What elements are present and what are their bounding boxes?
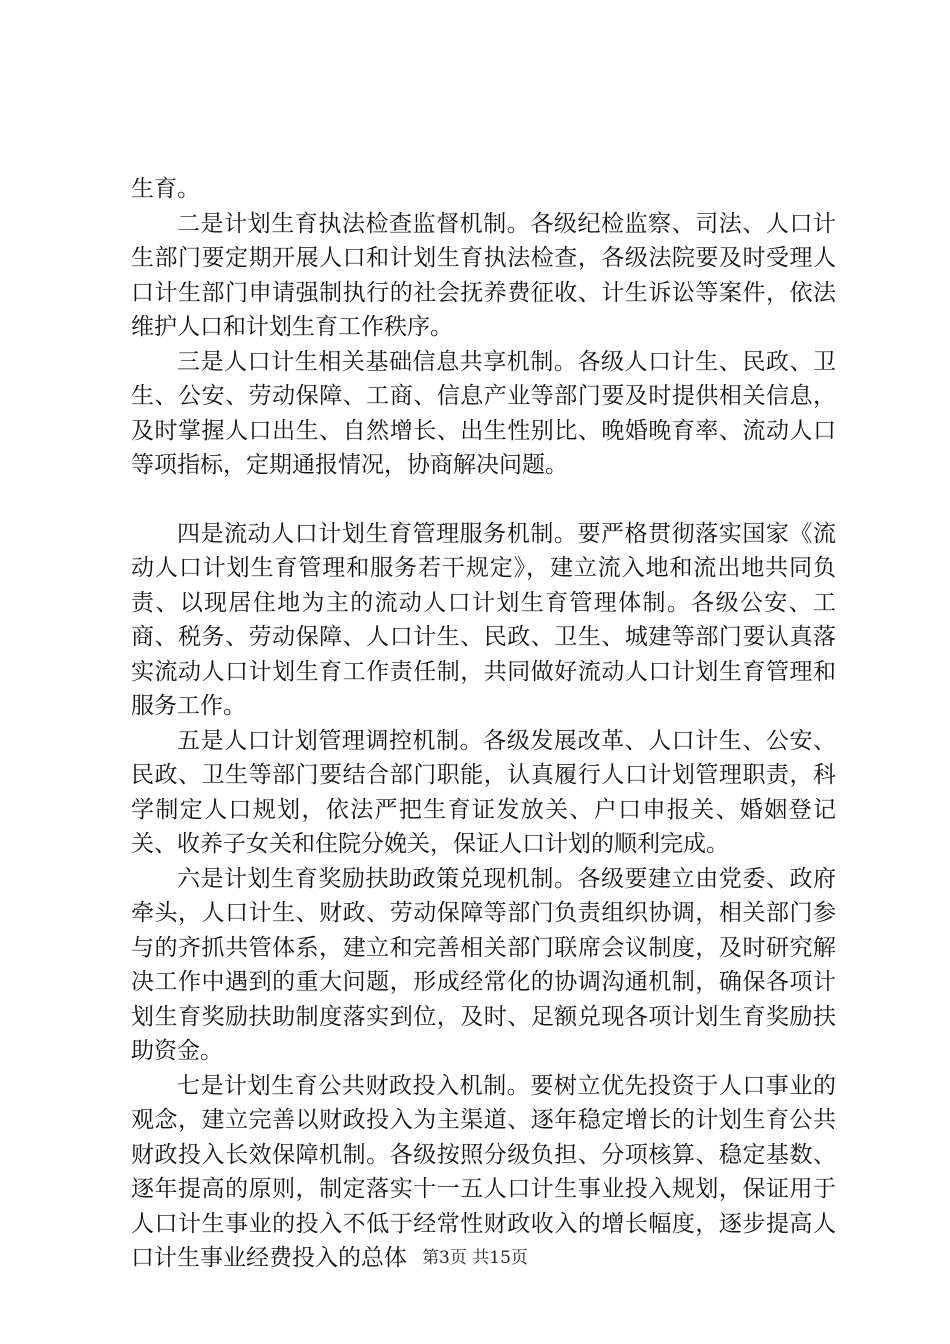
paragraph-item-5: 五是人口计划管理调控机制。各级发展改革、人口计生、公安、民政、卫生等部门要结合部门职能，认真履行人口计划管理职责，科学制定人口规划，依法严把生育证发放关、户口申报关、婚姻登记关、收养子女关和住院分娩关，保证人口计划的顺利完成。: [131, 727, 836, 857]
paragraph-item-6: 六是计划生育奖励扶助政策兑现机制。各级要建立由党委、政府牵头，人口计生、财政、劳动保障等部门负责组织协调，相关部门参与的齐抓共管体系，建立和完善相关部门联席会议制度，及时研究解决工作中遇到的重大问题，形成经常化的协调沟通机制，确保各项计划生育奖励扶助制度落实到位，及时、足额兑现各项计划生育奖励扶助资金。: [131, 865, 836, 1064]
paragraph-item-2: 二是计划生育执法检查监督机制。各级纪检监察、司法、人口计生部门要定期开展人口和计划生育执法检查，各级法院要及时受理人口计生部门申请强制执行的社会抚养费征收、计生诉讼等案件，依法维护人口和计划生育工作秩序。: [131, 210, 836, 340]
page-number-footer: 第3页 共15页: [422, 1248, 528, 1268]
paragraph-continuation: 生育。: [131, 176, 200, 202]
paragraph-item-7: 七是计划生育公共财政投入机制。要树立优先投资于人口事业的观念，建立完善以财政投入为主渠道、逐年稳定增长的计划生育公共财政投入长效保障机制。各级按照分级负担、分项核算、稳定基数、逐年提高的原则，制定落实十一五人口计生事业投入规划，保证用于人口计生事业的投入不低于经常性财政收入的增长幅度，逐步提高人口计生事业经费投入的总体: [131, 1072, 836, 1271]
document-body: [131, 172, 836, 1276]
paragraph-item-4: 四是流动人口计划生育管理服务机制。要严格贯彻落实国家《流动人口计划生育管理和服务若干规定》，建立流入地和流出地共同负责、以现居住地为主的流动人口计划生育管理体制。各级公安、工商、税务、劳动保障、人口计生、民政、卫生、城建等部门要认真落实流动人口计划生育工作责任制，共同做好流动人口计划生育管理和服务工作。: [131, 520, 836, 719]
paragraph-item-3: 三是人口计生相关基础信息共享机制。各级人口计生、民政、卫生、公安、劳动保障、工商、信息产业等部门要及时提供相关信息，及时掌握人口出生、自然增长、出生性别比、晚婚晚育率、流动人口等项指标，定期通报情况，协商解决问题。: [131, 348, 836, 478]
